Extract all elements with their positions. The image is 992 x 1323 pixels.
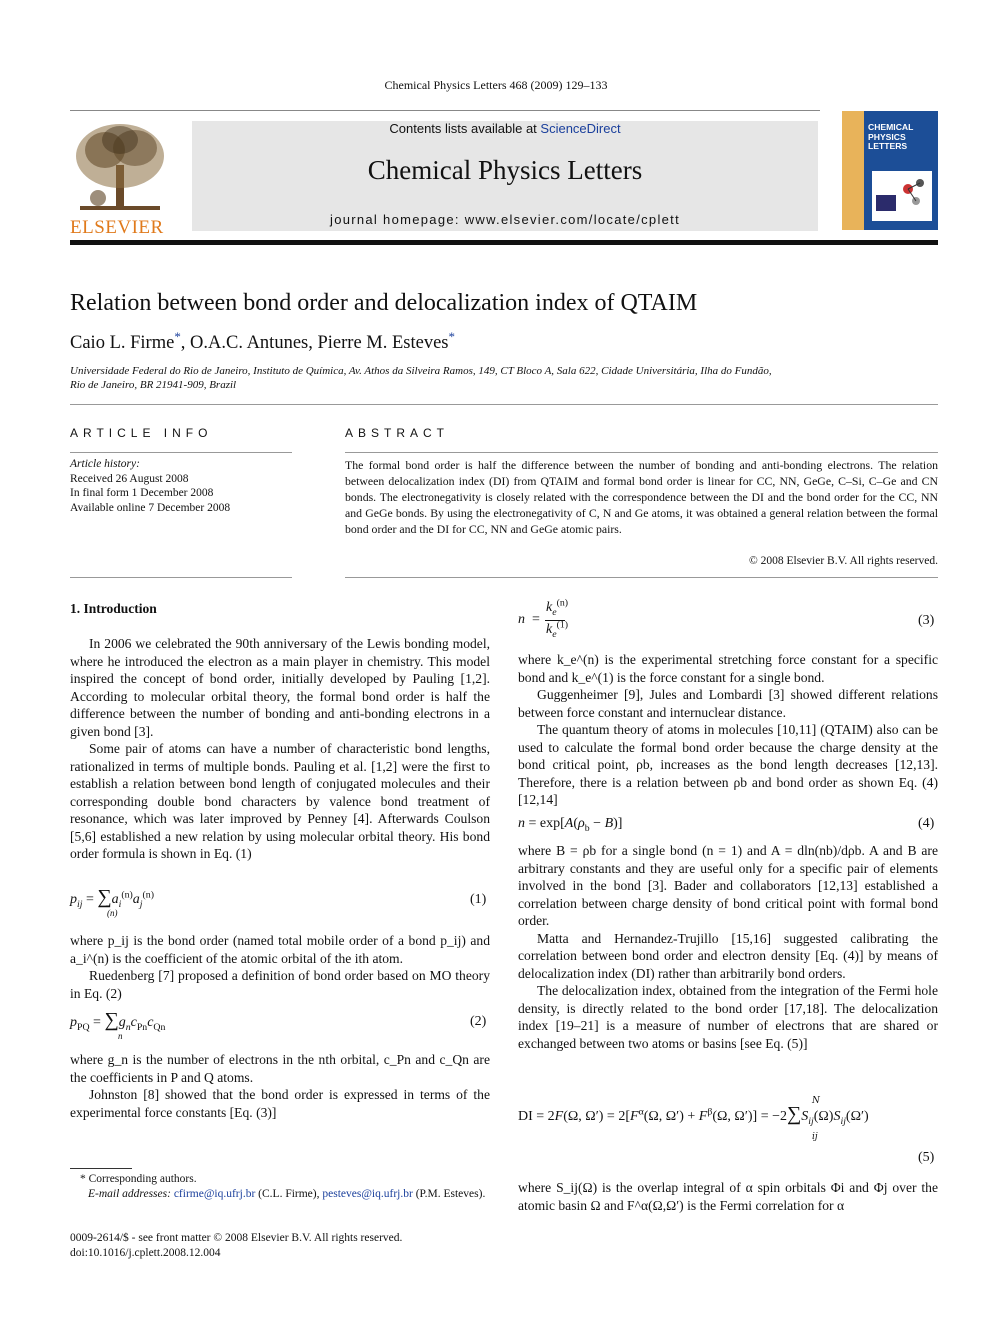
paragraph: where g_n is the number of electrons in the nth orbital, c_Pn and c_Qn are the coefficients in P and Q atoms.: [70, 1052, 490, 1085]
intro-text-c: [70, 1051, 490, 1121]
paragraph: where B = ρb for a single bond (n = 1) and A = dln(nb)/dρb. A and B are arbitrary constants and they are useful only for a specific pair of elements involved in the bond [3]. Bader and collaborators [12,13] established a correlation between charge density of bond critical point with formal bond order.: [518, 843, 938, 928]
divider: [70, 577, 292, 578]
paragraph: Ruedenberg [7] proposed a definition of bond order based on MO theory in Eq. (2): [70, 968, 490, 1001]
equation-number: (3): [918, 613, 935, 628]
equation-3: n = $k_e^{(n)}$ $k_e^{(1)}$: [518, 597, 569, 640]
divider: [345, 452, 938, 453]
equation-1: $p_{ij} = \sum a_i^{(n)}a_j^{(n)}$ (n): [70, 886, 154, 918]
cover-stripe: [842, 111, 864, 230]
sum-upper-limit: N: [812, 1096, 820, 1106]
paragraph: Johnston [8] showed that the bond order is expressed in terms of the experimental force constants [Eq. (3)]: [70, 1087, 490, 1120]
elsevier-wordmark: ELSEVIER: [70, 217, 164, 238]
author-mark[interactable]: *: [174, 328, 181, 344]
author-name[interactable]: O.A.C. Antunes: [190, 333, 309, 353]
equation-2: $p_{PQ} = \sum g_nc_{Pn}c_{Qn}$ n: [70, 1009, 166, 1041]
paragraph: The quantum theory of atoms in molecules [10,11] (QTAIM) also can be used to calculate the formal bond order because the charge density at the bond critical point, ρb, increases as the bond length decreases [12,13]. Therefore, there is a relation between ρb and bond order as shown Eq. (4) [12,14]: [518, 722, 938, 807]
journal-cover[interactable]: [842, 111, 938, 230]
cover-image: [872, 171, 932, 221]
cover-molecule-icon: [872, 171, 932, 221]
footnotes: [70, 1172, 490, 1201]
footnote-rule: [70, 1168, 132, 1169]
email-link[interactable]: cfirme@iq.ufrj.br: [173, 1187, 256, 1200]
right-text-c: [518, 1179, 938, 1214]
header-rule: [70, 110, 820, 111]
affiliation: [70, 364, 830, 392]
article-info-heading: ARTICLE INFO: [70, 426, 213, 440]
abstract-heading: ABSTRACT: [345, 426, 450, 440]
article-title: Relation between bond order and delocalization index of QTAIM: [70, 290, 698, 316]
section-heading: 1. Introduction: [70, 601, 157, 616]
author-name[interactable]: Pierre M. Esteves: [317, 333, 449, 353]
front-matter: [70, 1231, 402, 1260]
history-label: Article history:: [70, 458, 140, 470]
copyright: © 2008 Elsevier B.V. All rights reserved.: [749, 555, 938, 567]
divider: [70, 452, 292, 453]
elsevier-logo[interactable]: [70, 120, 170, 238]
article-history: [70, 457, 230, 515]
right-text-a: [518, 651, 938, 809]
equation-4: $n = \exp[A(\rho_b - B)]$: [518, 816, 623, 834]
affiliation-line: Rio de Janeiro, BR 21941-909, Brazil: [70, 379, 237, 391]
sum-lower-limit: ij: [812, 1132, 818, 1142]
history-final: In final form 1 December 2008: [70, 487, 214, 499]
email-owner: (P.M. Esteves).: [415, 1187, 486, 1200]
elsevier-tree-icon: [70, 120, 170, 215]
email-link[interactable]: pesteves@iq.ufrj.br: [322, 1187, 413, 1200]
email-note: [70, 1187, 490, 1202]
history-received: Received 26 August 2008: [70, 472, 189, 485]
abstract-text: The formal bond order is half the difference between the number of bonding and anti-bonding electrons. The relation between delocalization index (DI) from QTAIM and formal bond order is linear for CC, NN, GeGe, C–Si, C–Ge and CN bonds. The electronegativity is closely related with the correspondence between the DI and the bond order for the CC, NN and GeGe bonds. By using the electronegativity of C, N and Ge atoms, it was obtained a general relation between the formal bond order and the DI for CC, NN and GeGe atomic pairs.: [345, 458, 938, 536]
header-thick-rule: [70, 240, 938, 245]
equation-number: (4): [918, 816, 935, 831]
paragraph: The delocalization index, obtained from the integration of the Fermi hole density, is directly related to the bond order [17,18]. The delocalization index [19–21] is a measure of number of electrons that are shared or exchanged between two atoms or basins [see Eq. (5)]: [518, 983, 938, 1051]
issn-line: 0009-2614/$ - see front matter © 2008 Elsevier B.V. All rights reserved.: [70, 1232, 403, 1244]
divider: [70, 404, 938, 405]
equation-number: (1): [470, 892, 487, 907]
paragraph: where p_ij is the bond order (named total mobile order of a bond p_ij) and a_i^(n) is the coefficient of the atomic orbital of the ith atom.: [70, 933, 490, 966]
author-name[interactable]: Caio L. Firme: [70, 333, 175, 353]
doi-line[interactable]: doi:10.1016/j.cplett.2008.12.004: [70, 1246, 221, 1259]
equation-number: (5): [918, 1150, 935, 1165]
paragraph: Matta and Hernandez-Trujillo [15,16] suggested calibrating the correlation between bond order and electron density [Eq. (4)] by means of delocalization index (DI) rather than arbitrarily bond orders.: [518, 930, 938, 981]
right-text-b: [518, 842, 938, 1052]
intro-text-a: [70, 635, 490, 863]
intro-text-b: [70, 932, 490, 1002]
equation-5: DI = 2F(Ω, $\Omega') = 2[F^\alpha(\Omega$, $\Omega') + F^\beta(\Omega$, $\Omega')] = -2\sum S_{ij}(\Omega)S_{ij}(\Omega')$: [518, 1103, 869, 1127]
equation-number: (2): [470, 1014, 487, 1029]
author-mark[interactable]: *: [448, 328, 455, 344]
cover-title: CHEMICAL PHYSICS LETTERS: [868, 122, 914, 151]
divider: [345, 577, 938, 578]
paragraph: Guggenheimer [9], Jules and Lombardi [3] showed different relations between force constant and internuclear distance.: [518, 687, 938, 720]
corresponding-note: * Corresponding authors.: [80, 1173, 197, 1185]
history-online: Available online 7 December 2008: [70, 501, 231, 514]
paragraph: In 2006 we celebrated the 90th anniversary of the Lewis bonding model, where he introduced the electron as a main player in chemistry. This model inspired the concept of bond order, initially developed by Pauling [1,2]. According to molecular orbital theory, the formal bond order is half the difference between the number of bonding and anti-bonding electrons in a given bond [3].: [70, 636, 490, 739]
running-head: Chemical Physics Letters 468 (2009) 129–133: [384, 78, 608, 92]
affiliation-line: Universidade Federal do Rio de Janeiro, Instituto de Química, Av. Athos da Silveira Ramos, 149, CT Bloco A, Sala 622, Cidade Universitária, Ilha do Fundão,: [70, 365, 772, 377]
journal-homepage[interactable]: journal homepage: www.elsevier.com/locate/cplett: [330, 212, 680, 227]
contents-line: [192, 121, 818, 136]
paragraph: where k_e^(n) is the experimental stretching force constant for a specific bond and k_e^(1) is the force constant for a single bond.: [518, 652, 938, 685]
journal-title[interactable]: Chemical Physics Letters: [367, 155, 643, 185]
paragraph: Some pair of atoms can have a number of characteristic bond lengths, rationalized in terms of multiple bonds. Pauling et al. [1,2] were the first to establish a relation between bond length of conjugated molecules and their corresponding double bond characters by valence bond treatment of resonance, which was later improved by Penney [4]. Afterwards Coulson [5,6] established a new relation by using molecular orbital theory. His bond order formula is shown in Eq. (1): [70, 741, 490, 861]
email-owner: (C.L. Firme),: [258, 1187, 320, 1200]
contents-prefix: Contents lists available at: [389, 121, 541, 136]
email-label: E-mail addresses:: [88, 1187, 171, 1200]
sciencedirect-link[interactable]: ScienceDirect: [540, 121, 621, 136]
author-list: Caio L. Firme*, O.A.C. Antunes, Pierre M. Esteves*: [70, 328, 455, 353]
paragraph: where S_ij(Ω) is the overlap integral of α spin orbitals Φi and Φj over the atomic basin Ω and F^α(Ω,Ω′) is the Fermi correlation for α: [518, 1180, 938, 1213]
